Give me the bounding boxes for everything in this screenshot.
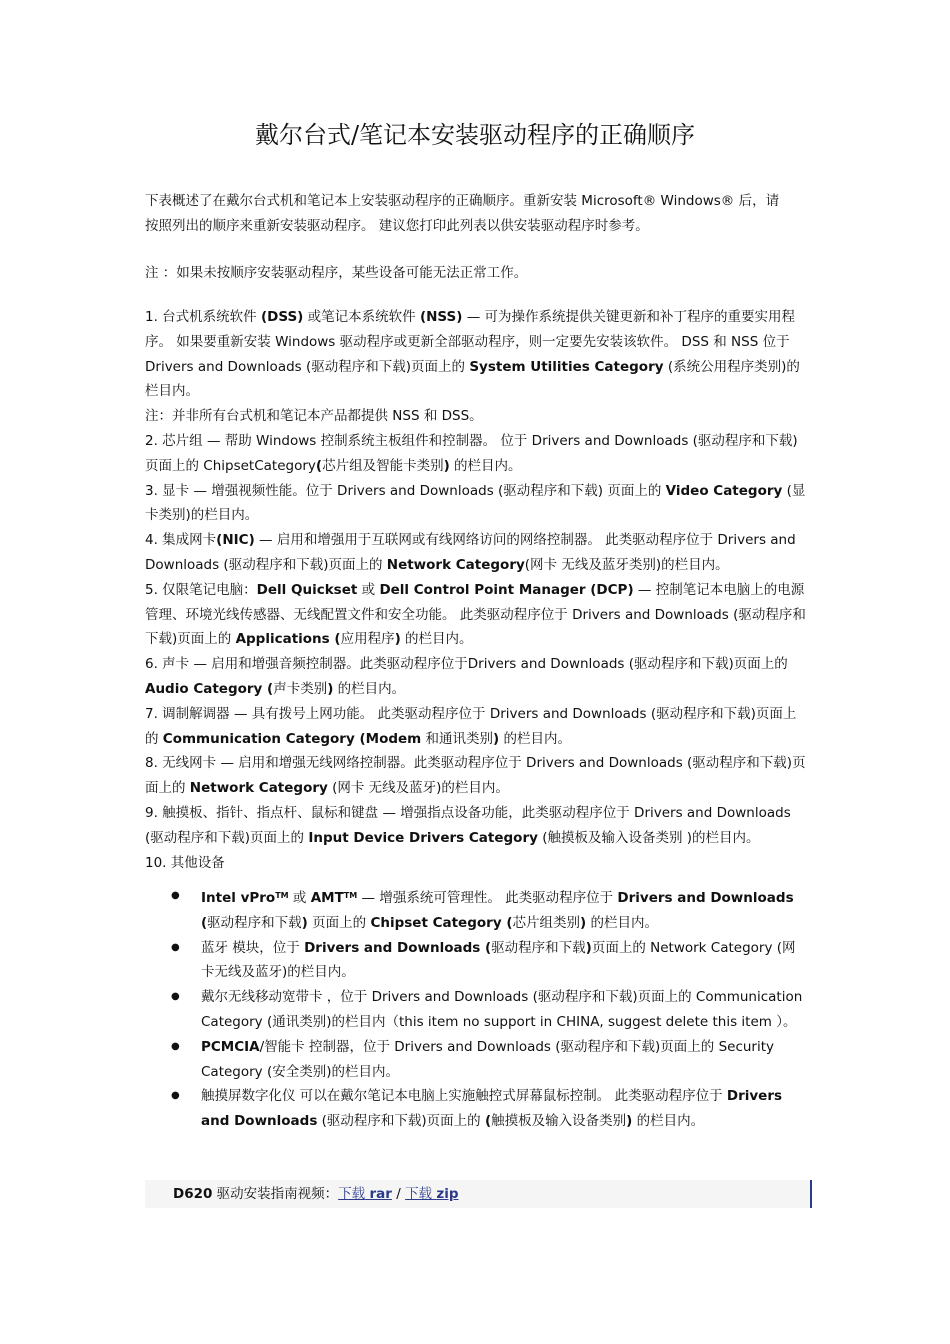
vpro-term: Intel vPro — [201, 890, 276, 906]
nss-dss-note: 注：并非所有台式机和笔记本产品都提供 NSS 和 DSS。 — [145, 408, 483, 425]
format: rar — [369, 1186, 392, 1202]
item-9-input-devices: 9. 触摸板、指针、指点杆、鼠标和键盘 — 增强指点设备功能，此类驱动程序位于 Drivers and Downloads (驱动程序和下载)页面上的 — [145, 804, 791, 846]
text: 下载 — [338, 1186, 366, 1202]
category-name: Audio Category ( — [145, 680, 274, 697]
text: 蓝牙 模块，位于 — [201, 939, 305, 956]
item-4-nic: 4. 集成网卡 — [145, 532, 217, 549]
paren: ) — [443, 457, 450, 474]
text: 1. 台式机系统软件 — [145, 309, 261, 325]
text: 芯片组及智能卡类别 — [322, 457, 444, 474]
category-name: Network Category — [189, 780, 328, 797]
download-rar-link[interactable] — [338, 1186, 392, 1202]
drivers-term: Drivers and Downloads ( — [201, 890, 794, 931]
video-label — [145, 1186, 338, 1202]
document-title: 戴尔台式/笔记本安装驱动程序的正确顺序 — [254, 121, 696, 149]
text: /智能卡 控制器，位于 Drivers and Downloads (驱动程序和下载)页面上的 Security Category (安全类别)的栏目内。 — [201, 1038, 775, 1080]
separator: / — [391, 1186, 406, 1202]
text: 的栏目内。 — [400, 631, 473, 648]
text: 戴尔无线移动宽带卡 ，位于 Drivers and Downloads (驱动程序和下载)页面上的 Communication Category (通讯类别)的栏目内（this item no support in CHINA, suggest delete this item ）。 — [201, 989, 803, 1030]
text: 应用程序 — [340, 631, 395, 648]
text: 触摸板及输入设备类别 — [491, 1113, 627, 1130]
text: 驱动程序和下载 — [207, 914, 302, 931]
item-1-system-software — [145, 305, 809, 875]
tm-mark: TM — [343, 891, 358, 900]
video-guide-bar — [145, 1180, 812, 1208]
nic-term: (NIC) — [216, 532, 255, 549]
model-name: D620 — [173, 1186, 213, 1202]
pcmcia-term: PCMCIA — [201, 1038, 260, 1055]
category-name: Input Device Drivers Category — [308, 829, 538, 846]
text: 页面上的 Network Category (网卡无线及蓝牙)的栏目内。 — [201, 939, 796, 981]
paren: ) — [327, 680, 334, 697]
list-item — [145, 884, 809, 936]
category-name: Network Category — [386, 556, 525, 573]
text: 或笔记本系统软件 — [303, 309, 420, 325]
intro-line-2: 按照列出的顺序来重新安装驱动程序。 建议您打印此列表以供安装驱动程序时参考。 — [145, 217, 649, 234]
list-item — [145, 1035, 809, 1085]
text: 驱动安装指南视频： — [212, 1186, 339, 1202]
category-name: System Utilities Category — [469, 358, 664, 375]
item-5-notebook-only: 5. 仅限笔记电脑： — [145, 581, 257, 598]
text: (显卡类别)的栏目内。 — [145, 482, 806, 524]
text: 触摸屏数字化仪 可以在戴尔笔记本电脑上实施触控式屏幕鼠标控制。 此类驱动程序位于 — [201, 1088, 727, 1105]
paren: ) — [301, 914, 308, 931]
text: 的栏目内。 — [586, 914, 658, 931]
paren: ) — [493, 730, 500, 747]
text: 下载 — [405, 1186, 433, 1202]
quickset-term: Dell Quickset — [256, 581, 358, 598]
dcp-term: Dell Control Point Manager (DCP) — [379, 581, 634, 598]
text: 驱动程序和下载 — [491, 939, 586, 956]
nss-term: (NSS) — [419, 309, 463, 325]
text: — 可为操作系统提供关键更新和补丁程序的重要实用程序。 如果要重新安装 Windows 驱动程序或更新全部驱动程序，则一定要先安装该软件。 DSS 和 NSS 位于 Drivers and Downloads (驱动程序和下载)页面上的 — [145, 309, 796, 375]
paren: ( — [484, 1113, 492, 1130]
paren: ) — [579, 914, 587, 931]
text: (驱动程序和下载)页面上的 — [317, 1113, 485, 1130]
text: (触摸板及输入设备类别 )的栏目内。 — [537, 829, 760, 846]
category-name: Chipset Category ( — [370, 914, 513, 931]
intro-line-1: 下表概述了在戴尔台式机和笔记本上安装驱动程序的正确顺序。重新安装 Microsoft® Windows® 后，请 — [145, 193, 780, 209]
list-item — [145, 985, 809, 1035]
item-3-video: 3. 显卡 — 增强视频性能。位于 Drivers and Downloads (驱动程序和下载) 页面上的 — [145, 482, 666, 499]
item-7-modem: 7. 调制解调器 — 具有拨号上网功能。 此类驱动程序位于 Drivers and Downloads (驱动程序和下载)页面上的 — [145, 705, 797, 747]
text: 的栏目内。 — [449, 457, 522, 474]
item-8-wireless: 8. 无线网卡 — 启用和增强无线网络控制器。此类驱动程序位于 Drivers and Downloads (驱动程序和下载)页面上的 — [145, 755, 806, 797]
category-name: Communication Category (Modem — [162, 730, 422, 747]
drivers-term: Drivers and Downloads ( — [304, 939, 492, 956]
tm-mark: TM — [275, 891, 289, 900]
drivers-term: Drivers and Downloads — [201, 1088, 783, 1130]
text: 的栏目内。 — [499, 730, 571, 747]
download-zip-link[interactable] — [405, 1186, 458, 1202]
text: (系统公用程序类别)的栏目内。 — [145, 358, 800, 400]
amt-term: AMT — [310, 890, 344, 906]
text: — 启用和增强用于互联网或有线网络访问的网络控制器。 此类驱动程序位于 Drivers and Downloads (驱动程序和下载)页面上的 — [145, 532, 796, 573]
text: 的栏目内。 — [333, 680, 406, 697]
order-note: 注 ：如果未按顺序安装驱动程序，某些设备可能无法正常工作。 — [145, 265, 528, 281]
text: — 增强系统可管理性。 此类驱动程序位于 — [357, 890, 618, 906]
paren: ) — [585, 939, 592, 956]
text: 页面上的 — [307, 914, 371, 931]
format: zip — [436, 1186, 459, 1202]
dss-term: (DSS) — [260, 309, 304, 325]
text: — 控制笔记本电脑上的电源管理、环境光线传感器、无线配置文件和安全功能。 此类驱动程序位于 Drivers and Downloads (驱动程序和下载)页面上的 — [145, 581, 806, 648]
paren: ) — [626, 1113, 633, 1130]
list-item — [145, 936, 809, 986]
text: 或 — [288, 890, 311, 906]
text: 或 — [357, 581, 380, 598]
list-item — [145, 1084, 809, 1134]
paren: ( — [315, 457, 323, 474]
item-6-audio: 6. 声卡 — 启用和增强音频控制器。此类驱动程序位于Drivers and Downloads (驱动程序和下载)页面上的 — [145, 656, 788, 673]
text: 和通讯类别 — [421, 730, 494, 747]
text: (网卡 无线及蓝牙类别)的栏目内。 — [524, 556, 729, 573]
text: 的栏目内。 — [632, 1113, 705, 1130]
other-devices-list — [145, 884, 809, 1134]
text: (网卡 无线及蓝牙)的栏目内。 — [327, 780, 509, 797]
text: 声卡类别 — [273, 680, 328, 697]
category-name: Applications ( — [235, 631, 341, 648]
paren: ) — [394, 631, 401, 648]
text: 芯片组类别 — [512, 914, 580, 931]
category-name: Video Category — [665, 482, 783, 499]
intro-paragraph — [145, 189, 809, 239]
item-10-other-devices: 10. 其他设备 — [145, 854, 225, 871]
item-2-chipset: 2. 芯片组 — 帮助 Windows 控制系统主板组件和控制器。 位于 Drivers and Downloads (驱动程序和下载)页面上的 ChipsetCategory — [145, 432, 798, 474]
